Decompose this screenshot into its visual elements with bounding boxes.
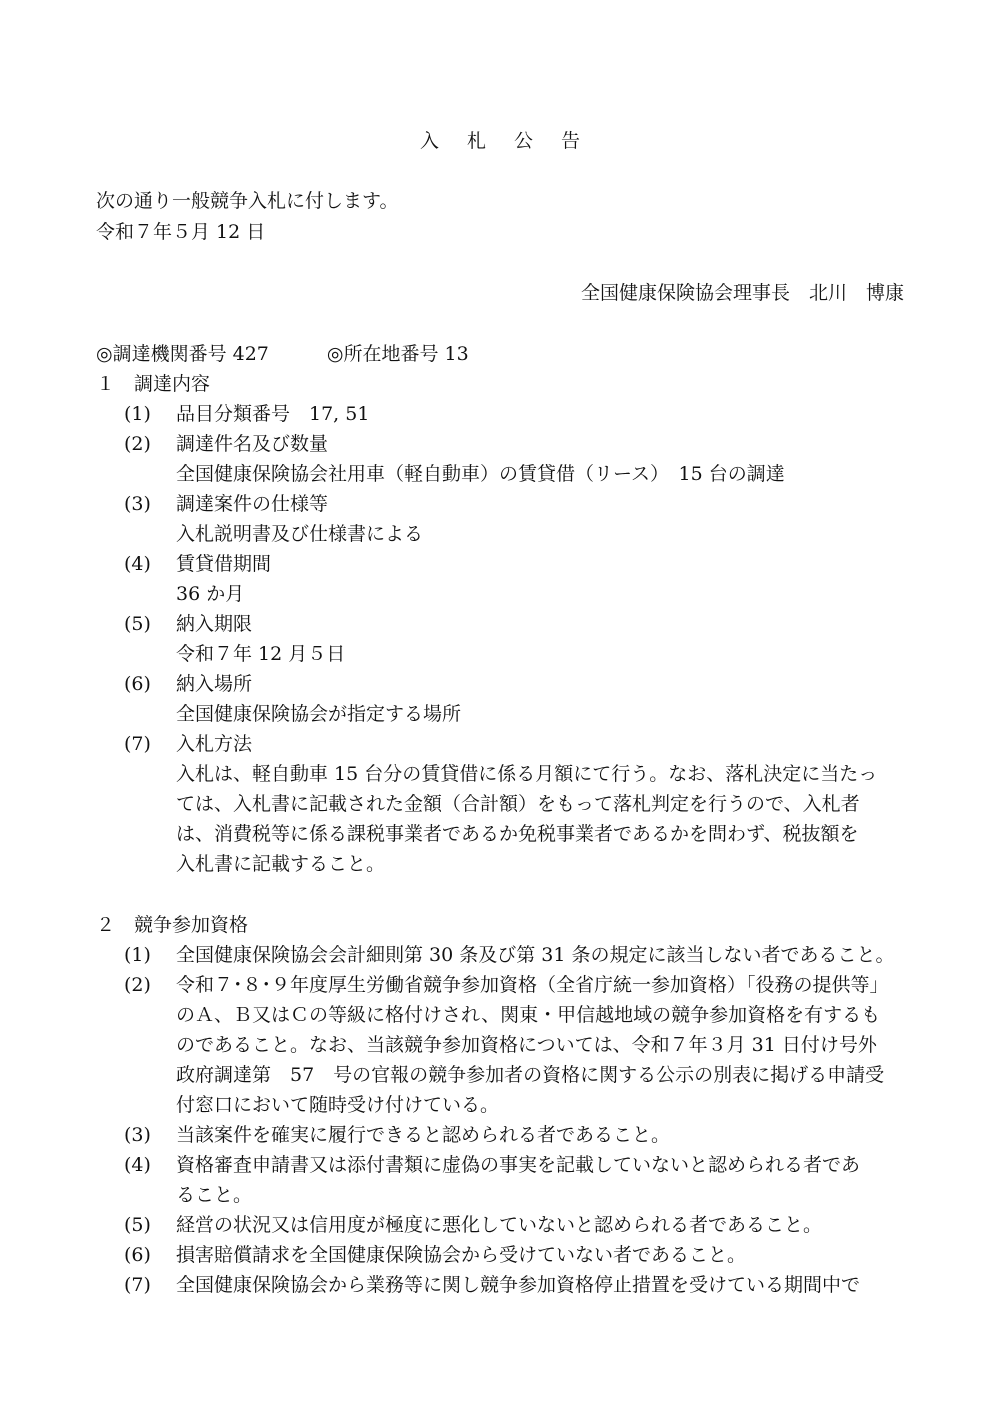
list-item-body: のＡ、Ｂ又はＣの等級に格付けされ、関東・甲信越地域の競争参加資格を有するも [176, 1004, 881, 1026]
list-item-body: ては、入札書に記載された金額（合計額）をもって落札判定を行うので、入札者 [176, 793, 860, 815]
list-item-body: 付窓口において随時受け付けている。 [176, 1094, 500, 1116]
list-item-body: 経営の状況又は信用度が極度に悪化していないと認められる者であること。 [176, 1214, 823, 1236]
list-item-body: 資格審査申請書又は添付書類に虚偽の事実を記載していないと認められる者であ [176, 1154, 861, 1176]
list-item-number: (4) [124, 553, 151, 575]
agency-code: ◎調達機関番号 427 [96, 343, 269, 365]
title-char: 告 [561, 130, 581, 152]
list-item-number: (5) [124, 613, 151, 635]
list-item-label: 納入場所 [176, 673, 253, 695]
list-item-body: 全国健康保険協会が指定する場所 [176, 703, 462, 725]
list-item-label: 賃貸借期間 [176, 553, 272, 575]
list-item-label: 品目分類番号 17, 51 [176, 403, 370, 425]
list-item-body: 全国健康保険協会社用車（軽自動車）の賃貸借（リース） 15 台の調達 [176, 463, 785, 485]
list-item-body: 入札書に記載すること。 [176, 853, 386, 875]
notice-date: 令和７年５月 12 日 [96, 221, 266, 243]
list-item-label: 調達件名及び数量 [176, 433, 329, 455]
list-item-number: (1) [124, 944, 151, 966]
list-item-number: (6) [124, 1244, 151, 1266]
list-item-body: 36 か月 [176, 583, 245, 605]
list-item-body: 入札は、軽自動車 15 台分の賃貸借に係る月額にて行う。なお、落札決定に当たっ [176, 763, 878, 785]
list-item-number: (7) [124, 1274, 151, 1296]
title-char: 公 [514, 130, 534, 152]
list-item-number: (1) [124, 403, 151, 425]
list-item-number: (3) [124, 493, 151, 515]
title-char: 入 [419, 130, 439, 152]
list-item-label: 入札方法 [176, 733, 253, 755]
list-item-body: 全国健康保険協会会計細則第 30 条及び第 31 条の規定に該当しない者であること。 [176, 944, 895, 966]
title-char: 札 [466, 130, 486, 152]
issuer-name: 全国健康保険協会理事長 北川 博康 [580, 282, 904, 304]
list-item-body: ること。 [176, 1184, 253, 1206]
list-item-label: 納入期限 [176, 613, 253, 635]
list-item-number: (2) [124, 433, 151, 455]
list-item-body: 令和７･８･９年度厚生労働省競争参加資格（全省庁統一参加資格）「役務の提供等」 [176, 974, 889, 996]
list-item-body: 当該案件を確実に履行できると認められる者であること。 [176, 1124, 671, 1146]
list-item-number: (6) [124, 673, 151, 695]
procurement-codes [96, 342, 469, 366]
list-item-body: 政府調達第 57 号の官報の競争参加者の資格に関する公示の別表に掲げる申請受 [176, 1064, 885, 1086]
list-item-number: (2) [124, 974, 151, 996]
intro-text: 次の通り一般競争入札に付します。 [96, 190, 399, 212]
list-item-body: は、消費税等に係る課税事業者であるか免税事業者であるかを問わず、税抜額を [176, 823, 859, 845]
section-heading: １ 調達内容 [96, 373, 211, 395]
list-item-number: (5) [124, 1214, 151, 1236]
list-item-body: 入札説明書及び仕様書による [176, 523, 424, 545]
list-item-body: 損害賠償請求を全国健康保険協会から受けていない者であること。 [176, 1244, 747, 1266]
location-code: ◎所在地番号 13 [326, 343, 469, 365]
list-item-body: 全国健康保険協会から業務等に関し競争参加資格停止措置を受けている期間中で [176, 1274, 861, 1296]
page-title [0, 129, 1000, 153]
list-item-body: のであること。なお、当該競争参加資格については、令和７年３月 31 日付け号外 [176, 1034, 877, 1056]
list-item-number: (3) [124, 1124, 151, 1146]
list-item-number: (4) [124, 1154, 151, 1176]
list-item-number: (7) [124, 733, 151, 755]
list-item-label: 調達案件の仕様等 [176, 493, 329, 515]
section-heading: ２ 競争参加資格 [96, 914, 249, 936]
list-item-body: 令和７年 12 月５日 [176, 643, 346, 665]
